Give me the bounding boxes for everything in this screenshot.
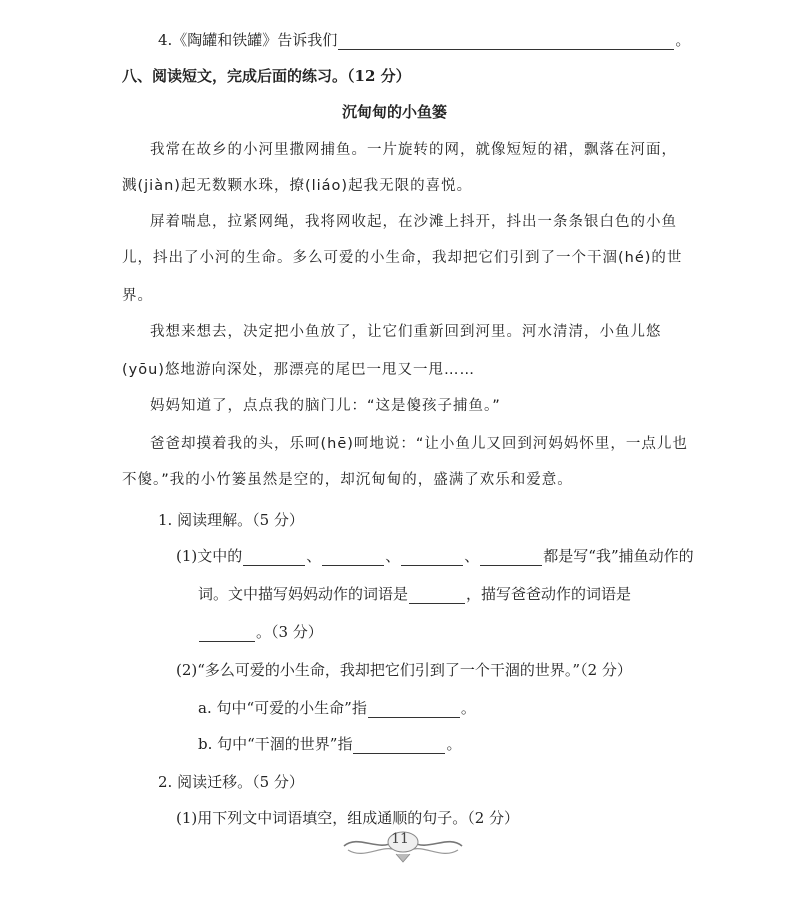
- answer-blank[interactable]: [409, 587, 465, 604]
- question-text: b. 句中“干涸的世界”指: [198, 735, 353, 753]
- story-line: 我想来想去，决定把小鱼放了，让它们重新回到河里。河水清清，小鱼儿悠: [150, 324, 662, 340]
- story-line: 妈妈知道了，点点我的脑门儿：“这是傻孩子捕鱼。”: [150, 398, 501, 414]
- answer-blank[interactable]: [480, 549, 542, 566]
- page-number: 11: [391, 831, 409, 847]
- answer-blank[interactable]: [368, 701, 460, 718]
- question-2-heading: 2. 阅读迁移。（5 分）: [158, 773, 304, 791]
- story-line: 溅(jiàn)起无数颗水珠，撩(liáo)起我无限的喜悦。: [122, 178, 473, 194]
- answer-blank[interactable]: [353, 737, 445, 754]
- question-text: 。（3 分）: [256, 623, 323, 641]
- story-line: (yōu)悠地游向深处，那漂亮的尾巴一甩又一甩……: [122, 362, 475, 378]
- question-1-part-2a: [198, 698, 476, 718]
- question-text: 。: [460, 699, 476, 717]
- answer-blank[interactable]: [322, 549, 384, 566]
- story-line: 我常在故乡的小河里撒网捕鱼。一片旋转的网，就像短短的裙，飘落在河面，: [150, 142, 677, 158]
- story-line: 屏着喘息，拉紧网绳，我将网收起，在沙滩上抖开，抖出一条条银白色的小鱼: [150, 214, 677, 230]
- story-line: 儿，抖出了小河的生命。多么可爱的小生命，我却把它们引到了一个干涸(hé)的世: [122, 250, 683, 266]
- question-text: a. 句中“可爱的小生命”指: [198, 699, 367, 717]
- question-text: 。: [446, 735, 462, 753]
- story-title: 沉甸甸的小鱼篓: [342, 103, 448, 121]
- story-line: 爸爸却摸着我的头，乐呵(hē)呵地说：“让小鱼儿又回到河妈妈怀里，一点儿也: [150, 436, 688, 452]
- answer-blank[interactable]: [401, 549, 463, 566]
- question-1-part-2: (2)“多么可爱的小生命，我却把它们引到了一个干涸的世界。”（2 分）: [176, 661, 632, 679]
- question-4-prompt: 4.《陶罐和铁罐》告诉我们: [158, 31, 338, 49]
- question-2-part-1: (1)用下列文中词语填空，组成通顺的句子。（2 分）: [176, 809, 520, 827]
- question-1-part-1-text: (1)文中的: [176, 547, 243, 565]
- question-1-part-1-line-2: [198, 584, 631, 604]
- question-1-part-2b: [198, 734, 462, 754]
- answer-blank[interactable]: [243, 549, 305, 566]
- question-1-part-1-text: 都是写“我”捕鱼动作的: [543, 547, 694, 565]
- separator: 、: [464, 547, 480, 565]
- section-8-heading: 八、阅读短文，完成后面的练习。（12 分）: [122, 67, 411, 85]
- question-1-part-1-line-3: [198, 622, 323, 642]
- answer-blank[interactable]: [199, 625, 255, 642]
- story-line: 不傻。”我的小竹篓虽然是空的，却沉甸甸的，盛满了欢乐和爱意。: [122, 472, 573, 488]
- question-4: [158, 30, 690, 50]
- question-1-part-1: [176, 546, 694, 566]
- separator: 、: [385, 547, 401, 565]
- question-1-heading: 1. 阅读理解。（5 分）: [158, 511, 304, 529]
- question-4-period: 。: [675, 31, 691, 49]
- question-4-answer-blank[interactable]: [338, 33, 674, 50]
- story-line: 界。: [122, 288, 153, 304]
- question-text: 词。文中描写妈妈动作的词语是: [198, 585, 409, 603]
- question-text: ，描写爸爸动作的词语是: [466, 585, 632, 603]
- separator: 、: [306, 547, 322, 565]
